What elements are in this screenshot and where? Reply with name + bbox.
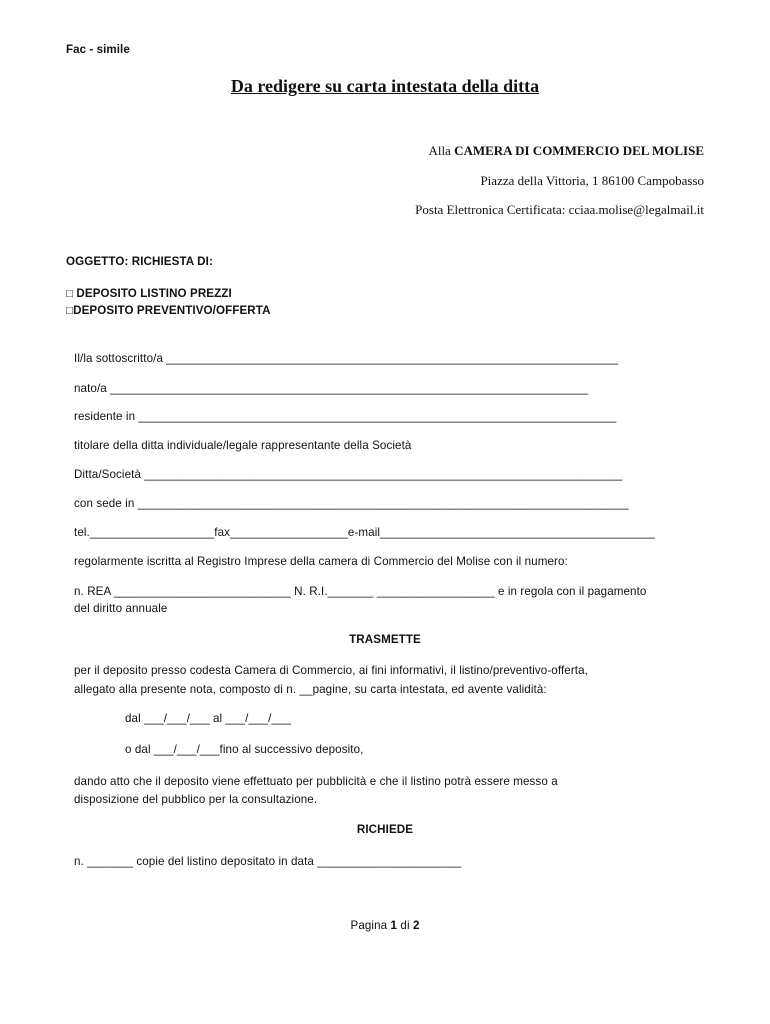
- page-current: 1: [390, 919, 398, 932]
- option-deposito-listino[interactable]: □ DEPOSITO LISTINO PREZZI: [66, 287, 232, 300]
- fac-simile-label: Fac - simile: [66, 44, 130, 56]
- titolare-text: titolare della ditta individuale/legale rappresentante della Società: [74, 439, 412, 452]
- ditta-field[interactable]: Ditta/Società _________________________________________________________________________: [74, 468, 623, 481]
- sede-field[interactable]: con sede in ___________________________________________________________________________: [74, 497, 629, 510]
- contatti-field[interactable]: tel.___________________fax__________________e-mail__________________________________________: [74, 526, 656, 539]
- rea-continuation: del diritto annuale: [74, 602, 168, 615]
- recipient-name: CAMERA DI COMMERCIO DEL MOLISE: [454, 143, 704, 158]
- residente-field[interactable]: residente in _________________________________________________________________________: [74, 410, 617, 423]
- recipient-pec: Posta Elettronica Certificata: cciaa.molise@legalmail.it: [415, 202, 704, 217]
- trasmette-heading: TRASMETTE: [349, 633, 421, 646]
- iscritta-text: regolarmente iscritta al Registro Imprese della camera di Commercio del Molise con il numero:: [74, 555, 568, 568]
- page-prefix: Pagina: [350, 919, 391, 932]
- validita-odal-field[interactable]: o dal ___/___/___fino al successivo deposito,: [125, 743, 364, 756]
- richiede-heading: RICHIEDE: [356, 823, 414, 836]
- validita-dal-field[interactable]: dal ___/___/___ al ___/___/___: [125, 712, 292, 725]
- dando-atto-line1: dando atto che il deposito viene effettuato per pubblicità e che il listino potrà essere messo a: [74, 775, 558, 788]
- recipient-address: Piazza della Vittoria, 1 86100 Campobasso: [480, 173, 704, 188]
- trasmette-paragraph-line2: allegato alla presente nota, composto di n. __pagine, su carta intestata, ed avente validità:: [74, 683, 547, 696]
- recipient-prefix: Alla: [428, 143, 451, 158]
- page-number: [0, 919, 770, 932]
- nato-field[interactable]: nato/a _________________________________________________________________________: [74, 382, 589, 395]
- page-total: 2: [412, 919, 420, 932]
- page-separator: di: [397, 919, 413, 932]
- trasmette-paragraph-line1: per il deposito presso codesta Camera di Commercio, ai fini informativi, il listino/preventivo-offerta,: [74, 664, 588, 677]
- document-title: Da redigere su carta intestata della ditta: [230, 76, 540, 96]
- rea-field[interactable]: n. REA ___________________________ N. R.I._______ __________________ e in regola con il pagamento: [74, 585, 647, 598]
- option-deposito-preventivo[interactable]: □DEPOSITO PREVENTIVO/OFFERTA: [66, 304, 271, 317]
- recipient-line: [428, 143, 704, 159]
- dando-atto-line2: disposizione del pubblico per la consultazione.: [74, 793, 318, 806]
- subject-heading: OGGETTO: RICHIESTA DI:: [66, 255, 213, 268]
- sottoscritto-field[interactable]: Il/la sottoscritto/a _____________________________________________________________________: [74, 352, 619, 365]
- copie-field[interactable]: n. _______ copie del listino depositato in data ______________________: [74, 855, 462, 868]
